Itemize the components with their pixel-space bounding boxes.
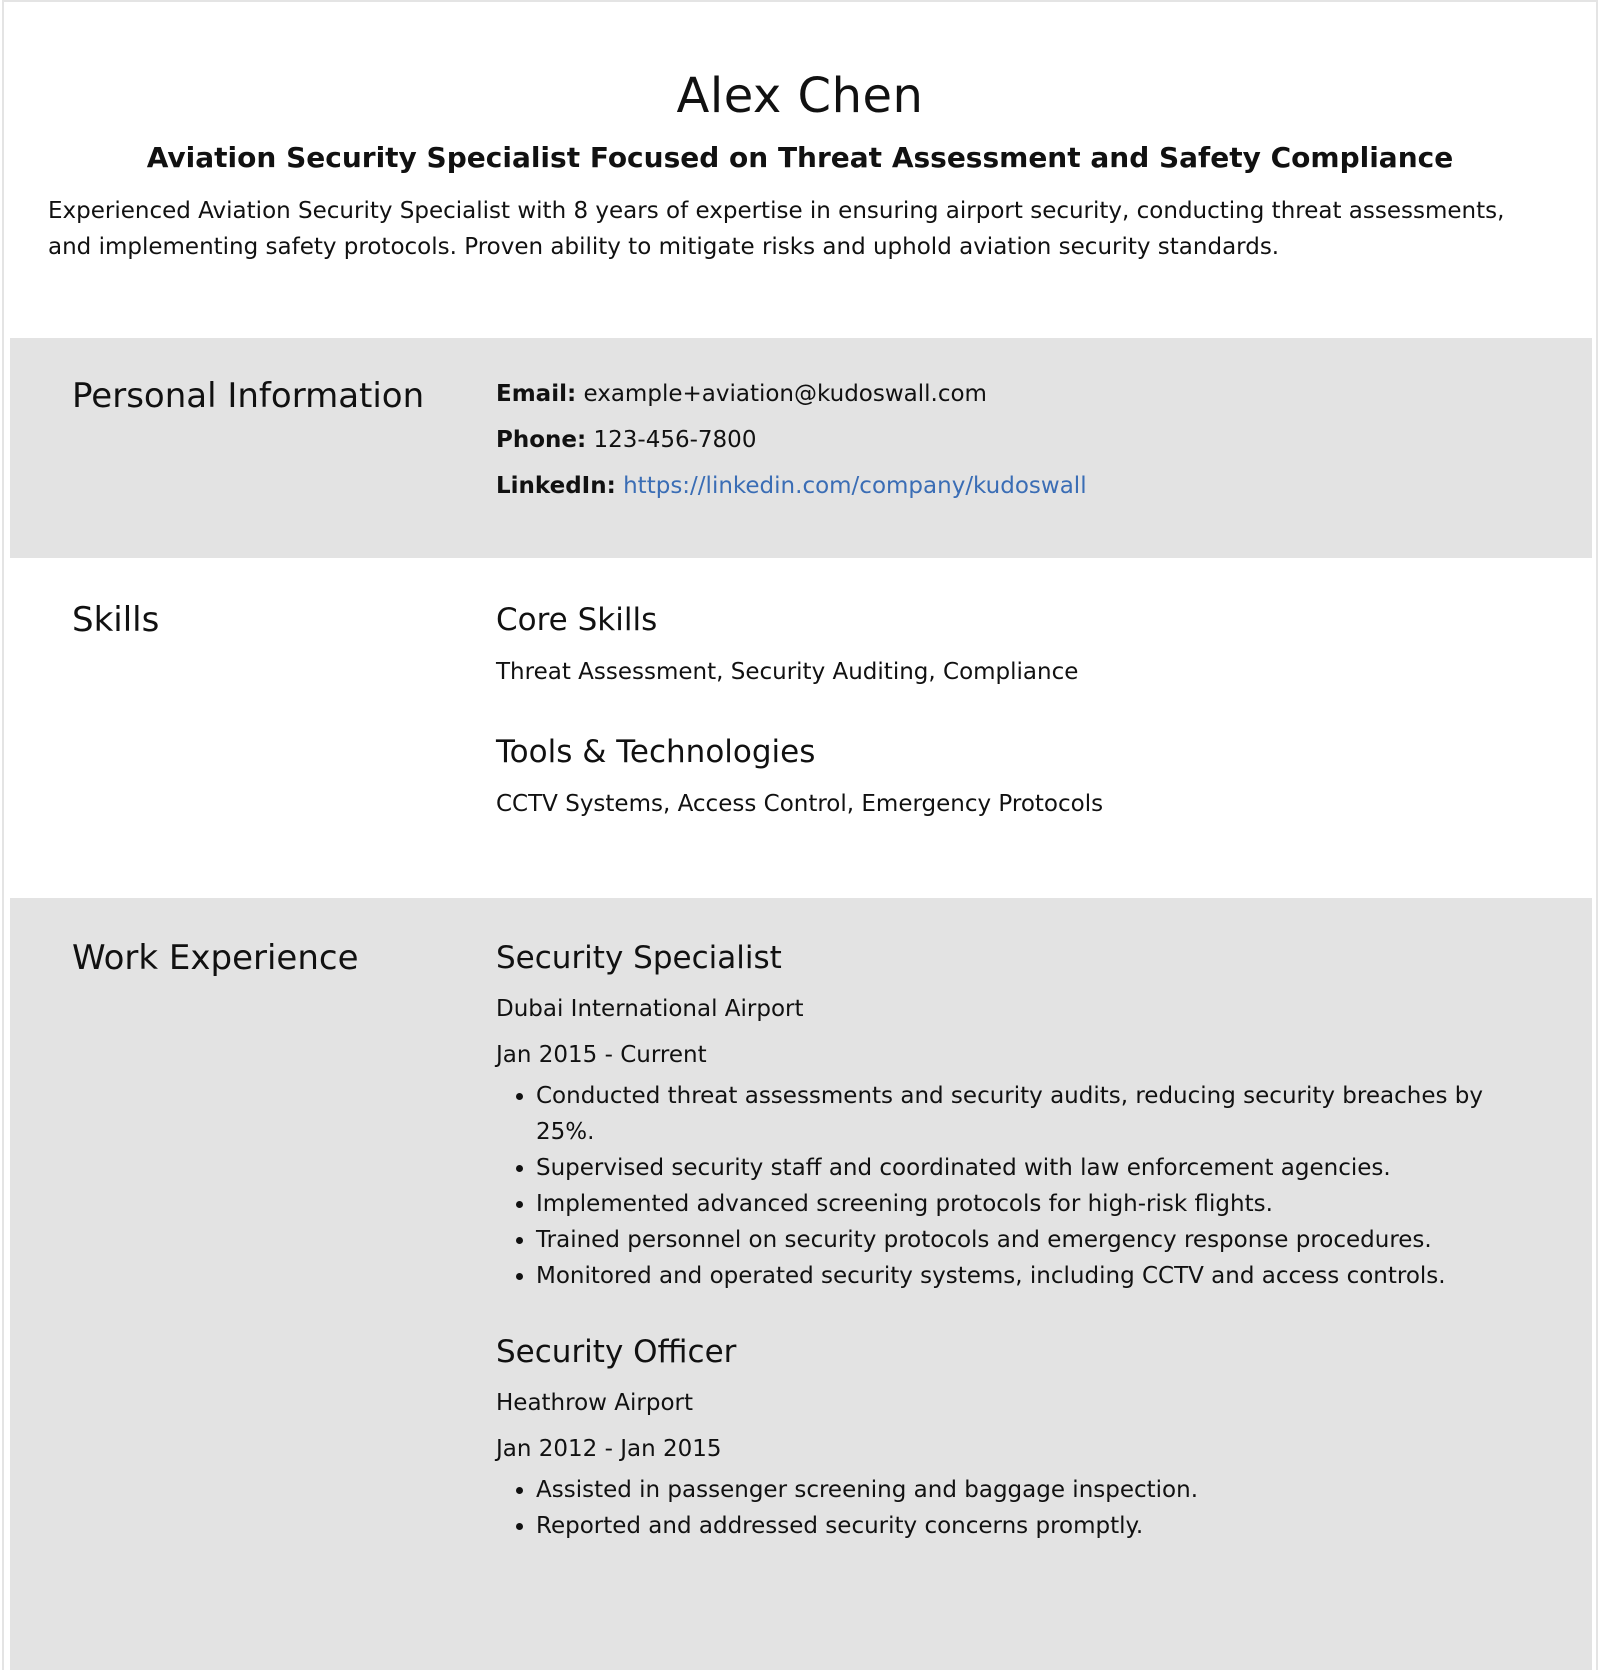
job-dates: Jan 2015 - Current xyxy=(496,1042,707,1068)
linkedin-link[interactable]: https://linkedin.com/company/kudoswall xyxy=(623,473,1087,499)
job-dates: Jan 2012 - Jan 2015 xyxy=(496,1436,722,1462)
linkedin-label: LinkedIn: xyxy=(496,473,616,499)
email-value: example+aviation@kudoswall.com xyxy=(583,381,987,407)
skills-body xyxy=(496,600,1592,898)
tools-heading: Tools & Technologies xyxy=(496,734,816,770)
job-entry xyxy=(496,938,1592,1294)
resume-page xyxy=(2,0,1598,1670)
job-bullets xyxy=(496,1472,1592,1544)
job-bullet: • Reported and addressed security concerns promptly. xyxy=(536,1508,1592,1544)
job-title: Security Specialist xyxy=(496,940,782,976)
job-entry xyxy=(496,1332,1592,1544)
phone-label: Phone: xyxy=(496,427,587,453)
summary-paragraph: Experienced Aviation Security Specialist with 8 years of expertise in ensuring airport security, conducting threat assessments, and implementing safety protocols. Proven ability to mitigate risks and uphold aviation security standards. xyxy=(48,198,1505,260)
job-bullet: • Supervised security staff and coordinated with law enforcement agencies. xyxy=(536,1150,1592,1186)
phone-value: 123-456-7800 xyxy=(593,427,757,453)
job-bullet: • Assisted in passenger screening and baggage inspection. xyxy=(536,1472,1592,1508)
email-row xyxy=(496,376,1592,422)
email-label: Email: xyxy=(496,381,577,407)
resume-header xyxy=(4,2,1596,338)
personal-information-body xyxy=(496,376,1592,558)
work-experience-section xyxy=(10,898,1592,1670)
job-company: Dubai International Airport xyxy=(496,996,804,1022)
job-bullet: • Conducted threat assessments and security audits, reducing security breaches by 25%. xyxy=(536,1078,1592,1150)
candidate-name: Alex Chen xyxy=(676,68,924,124)
work-experience-body xyxy=(496,938,1592,1670)
job-company: Heathrow Airport xyxy=(496,1390,694,1416)
phone-row xyxy=(496,422,1592,468)
core-skills-list: Threat Assessment, Security Auditing, Compliance xyxy=(496,659,1079,685)
job-bullet: • Monitored and operated security systems, including CCTV and access controls. xyxy=(536,1258,1592,1294)
core-skills-heading: Core Skills xyxy=(496,602,658,638)
section-title-personal-information: Personal Information xyxy=(72,376,425,416)
tools-list: CCTV Systems, Access Control, Emergency Protocols xyxy=(496,791,1104,817)
headline: Aviation Security Specialist Focused on Threat Assessment and Safety Compliance xyxy=(146,141,1454,174)
linkedin-row xyxy=(496,468,1592,514)
section-title-skills: Skills xyxy=(72,600,160,640)
skills-section xyxy=(10,558,1592,898)
job-title: Security Officer xyxy=(496,1334,737,1370)
personal-information-section xyxy=(10,338,1592,558)
section-title-work-experience: Work Experience xyxy=(72,938,359,978)
job-bullet: • Trained personnel on security protocols and emergency response procedures. xyxy=(536,1222,1592,1258)
job-bullets xyxy=(496,1078,1592,1294)
job-bullet: • Implemented advanced screening protocols for high-risk flights. xyxy=(536,1186,1592,1222)
